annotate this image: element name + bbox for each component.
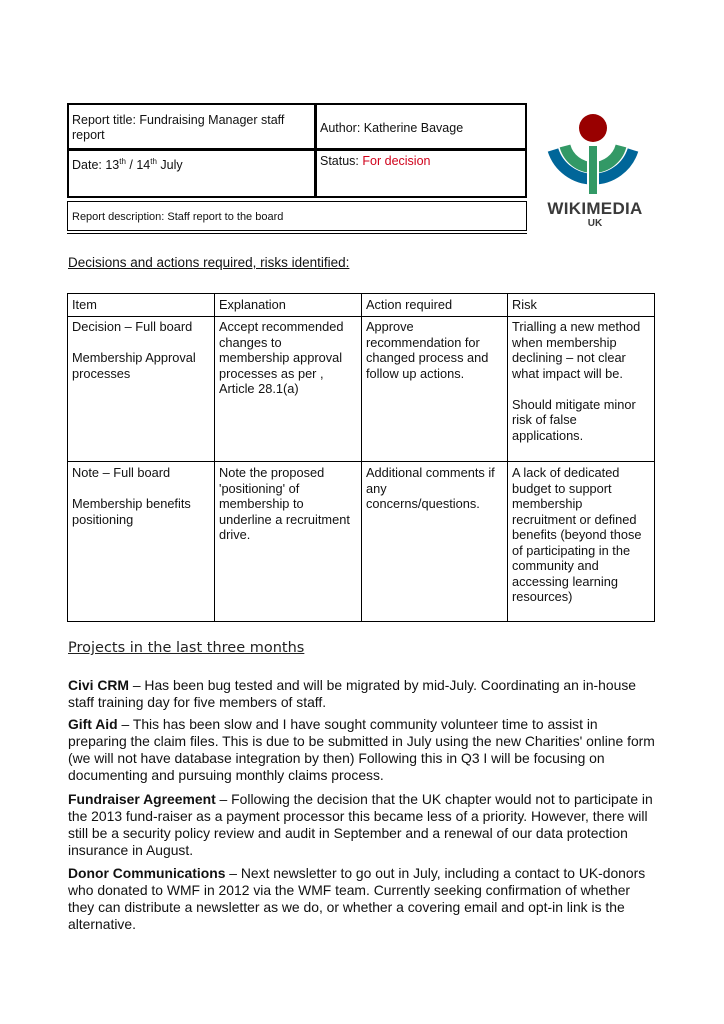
row2-action: Additional comments if any concerns/questions. (366, 465, 495, 511)
row2-explanation: Note the proposed 'positioning' of membership to underline a recruitment drive. (219, 465, 350, 542)
divider (67, 233, 527, 234)
row1-action: Approve recommendation for changed process and follow up actions. (366, 319, 489, 381)
project-paragraph: Donor Communications – Next newsletter to go out in July, including a contact to UK-donors who donated to WMF in 2012 via the WMF team. Currently seeking confirmation of whether they can distribute a newsletter as we do, or whether a covering email and opt-in link is the alternative. (68, 865, 646, 932)
status-value: For decision (362, 154, 431, 168)
project-paragraph: Civi CRM – Has been bug tested and will be migrated by mid-July. Coordinating an in-house staff training day for five members of staff. (68, 677, 637, 710)
row1-explanation: Accept recommended changes to membership approval processes as per , Article 28.1(a) (219, 319, 344, 396)
project-paragraph: Gift Aid – This has been slow and I have sought community volunteer time to assist in preparing the claim files. This is due to be submitted in July using the new Charities' online form (we will not have database integration by then) Following this in Q3 I will be focusing on documenting and pursuing monthly claims process. (68, 716, 655, 783)
logo-sub: UK (587, 218, 603, 229)
decisions-heading: Decisions and actions required, risks identified: (68, 255, 350, 270)
col-header-action: Action required (366, 297, 453, 312)
row2-risk: A lack of dedicated budget to support membership recruitment or defined benefits (beyond those of participating in the community and accessing learning resources) (512, 465, 642, 604)
table-divider (214, 293, 215, 622)
row2-item: Note – Full board Membership benefits positioning (72, 465, 191, 527)
status-cell (315, 149, 527, 198)
report-title-cell (67, 103, 316, 150)
report-description: Report description: Staff report to the board (72, 211, 284, 223)
table-divider (67, 316, 655, 317)
table-divider (507, 293, 508, 622)
logo-red-dot (579, 114, 607, 142)
table-divider (361, 293, 362, 622)
col-header-explanation: Explanation (219, 297, 286, 312)
report-date: Date: 13th / 14th July (72, 157, 183, 173)
logo-wordmark: WIKIMEDIA (547, 199, 643, 218)
logo-stem (589, 146, 597, 194)
table-divider (67, 461, 655, 462)
row1-item: Decision – Full board Membership Approval processes (72, 319, 196, 381)
author-cell (315, 103, 527, 150)
projects-heading: Projects in the last three months (68, 640, 305, 656)
description-cell (67, 201, 527, 231)
date-cell (67, 149, 316, 198)
col-header-item: Item (72, 297, 97, 312)
status: Status: For decision (320, 154, 431, 168)
row1-risk: Trialling a new method when membership declining – not clear what impact will be. Should mitigate minor risk of false applications. (512, 319, 641, 443)
col-header-risk: Risk (512, 297, 537, 312)
author: Author: Katherine Bavage (320, 121, 464, 135)
project-paragraph: Fundraiser Agreement – Following the decision that the UK chapter would not to participate in the 2013 fund-raiser as a payment processor this became less of a priority. However, there will still be a security policy review and audit in September and a renewal of our data protection insurance in August. (68, 791, 653, 858)
report-title: Report title: Fundraising Manager staff report (72, 113, 285, 142)
